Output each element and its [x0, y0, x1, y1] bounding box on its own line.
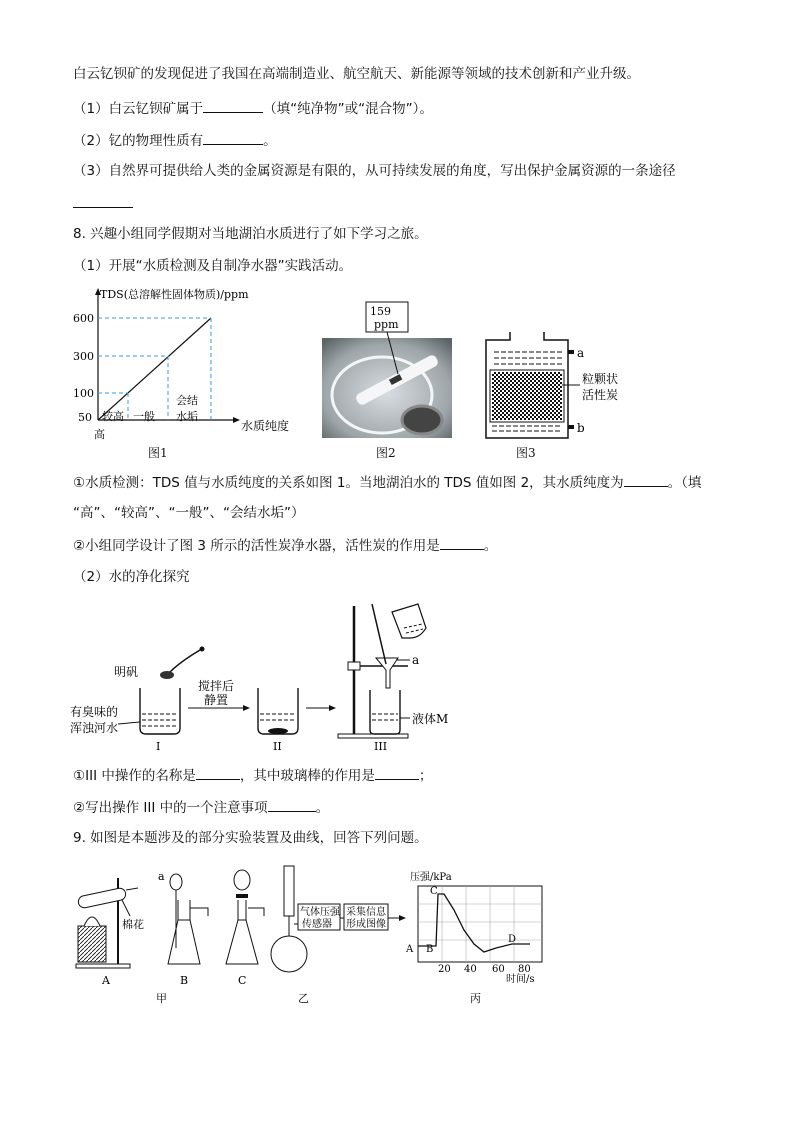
q8-part1-text: （1）开展“水质检测及自制净水器”实践活动。	[73, 258, 353, 274]
q8-part1	[73, 256, 352, 276]
q8-1-line	[73, 472, 701, 493]
fig1-x-arrow	[233, 417, 240, 423]
fig1-region-fairly-high: 较高	[102, 410, 124, 423]
q3-blank[interactable]	[73, 193, 133, 208]
fig5-group-2: 乙	[298, 992, 309, 1005]
q8-2-blank[interactable]	[440, 535, 484, 550]
fig5-collect-2: 形成图像	[346, 919, 386, 930]
fig5-label-c: C	[238, 974, 247, 987]
fig5-curve-ylabel: 压强/kPa	[410, 872, 452, 883]
fig4-river-label-2: 浑浊河水	[70, 721, 119, 735]
q1-prefix: （1）白云钇钡矿属于	[73, 101, 204, 117]
fig5-point-c: C	[430, 886, 438, 897]
fig5-sensor-1: 气体压强	[300, 907, 340, 918]
fig1-region-scale-2: 水垢	[176, 410, 198, 423]
fig3-caption: 图3	[516, 446, 536, 460]
fig1-ytick-600: 600	[73, 312, 94, 325]
q8-1-options	[73, 503, 304, 523]
fig5-xtick-60: 60	[492, 964, 505, 975]
figure-3-carbon-filter	[480, 330, 630, 442]
fig4-funnel	[376, 658, 398, 688]
fig5-a-lamp	[78, 926, 106, 962]
fig4-sediment	[268, 728, 288, 734]
fig5-a-flame	[84, 917, 100, 926]
q9-title-text: 9. 如图是本题涉及的部分实验装置及曲线，回答下列问题。	[73, 830, 428, 846]
fig4-beaker-3	[370, 690, 400, 734]
q8-3-blank-1[interactable]	[196, 765, 240, 780]
fig4-liquid-label: 液体M	[412, 712, 449, 726]
fig4-step-2: 静置	[204, 693, 229, 707]
fig5-collect-1: 采集信息	[346, 907, 386, 918]
fig4-glass-rod	[372, 604, 386, 664]
q8-1-text: ①水质检测：TDS 值与水质纯度的关系如图 1。当地湖泊水的 TDS 值如图 2，其水质纯度为	[73, 475, 624, 491]
q1-suffix: （填“纯净物”或“混合物”）。	[263, 101, 433, 117]
fig4-beaker-2	[258, 688, 298, 734]
fig1-region-high: 高	[94, 428, 105, 441]
q9-title	[73, 828, 428, 848]
q2-line	[73, 130, 277, 151]
fig1-ytick-100: 100	[73, 387, 94, 400]
fig3-outlet-a	[568, 350, 574, 354]
fig4-roman-1: I	[156, 740, 161, 753]
fig5-syringe	[284, 866, 294, 916]
q8-1-suffix: 。（填	[667, 475, 702, 491]
fig5-point-b: B	[426, 944, 434, 955]
q8-4-blank[interactable]	[268, 797, 316, 812]
fig5-a-tube	[77, 887, 126, 909]
fig5-xtick-20: 20	[438, 964, 451, 975]
q1-line	[73, 98, 433, 119]
fig5-b-tube-a: a	[158, 870, 165, 883]
q1-blank[interactable]	[203, 98, 263, 113]
q8-1-options-text: “高”、“较高”、“一般”、“会结水垢”）	[73, 505, 305, 521]
fig4-spoon-handle	[170, 650, 200, 672]
fig1-ylabel: TDS(总溶解性固体物质)/ppm	[100, 288, 249, 301]
q8-4-text: ②写出操作 III 中的一个注意事项	[73, 800, 268, 816]
q2-prefix: （2）钇的物理性质有	[73, 133, 204, 149]
figure-1-tds-chart	[68, 284, 298, 460]
fig4-spoon	[160, 671, 174, 679]
fig5-round-flask	[271, 936, 307, 972]
fig2-caption: 图2	[376, 446, 396, 460]
q8-4-suffix: 。	[315, 800, 330, 816]
fig2-reading-unit: ppm	[374, 318, 399, 331]
q8-2-text: ②小组同学设计了图 3 所示的活性炭净水器，活性炭的作用是	[73, 538, 440, 554]
fig4-alum-label: 明矾	[114, 665, 139, 679]
q8-title	[73, 224, 428, 244]
fig4-label-a: a	[412, 653, 420, 667]
fig5-xtick-80: 80	[518, 964, 531, 975]
fig1-region-scale-1: 会结	[176, 394, 198, 407]
q8-title-text: 8. 兴趣小组同学假期对当地湖泊水质进行了如下学习之旅。	[73, 226, 428, 242]
fig5-cotton: 棉花	[122, 918, 144, 931]
fig4-pouring-beaker	[392, 604, 426, 638]
fig5-label-b: B	[180, 974, 189, 987]
fig4-roman-2: II	[273, 740, 282, 753]
intro-text: 白云钇钡矿的发现促进了我国在高端制造业、航空航天、新能源等领域的技术创新和产业升级。	[73, 66, 640, 82]
fig5-group-3: 丙	[470, 992, 481, 1005]
fig1-region-normal: 一般	[133, 410, 155, 423]
q8-3-mid: ，其中玻璃棒的作用是	[239, 768, 375, 784]
q3-answer-line	[73, 193, 133, 214]
fig5-sensor-2: 传感器	[302, 919, 332, 930]
q8-1-blank[interactable]	[624, 472, 668, 487]
q8-2-suffix: 。	[483, 538, 498, 554]
q2-suffix: 。	[263, 133, 277, 149]
fig4-roman-3: III	[374, 740, 388, 753]
fig4-beaker-1	[140, 688, 180, 734]
fig5-c-flask	[226, 920, 258, 964]
fig1-caption: 图1	[148, 446, 168, 460]
fig3-material-2: 活性炭	[582, 388, 619, 402]
fig5-curve-xlabel: 时间/s	[506, 974, 535, 985]
fig3-material-1: 粒颗状	[582, 372, 619, 386]
fig2-drain	[402, 406, 442, 434]
fig5-group-1: 甲	[156, 992, 167, 1005]
fig3-label-b: b	[577, 421, 585, 435]
fig5-a-base	[76, 964, 130, 968]
fig2-reading-value: 159	[370, 305, 391, 318]
q2-blank[interactable]	[203, 130, 263, 145]
q8-4-line	[73, 797, 329, 818]
q8-part2-text: （2）水的净化探究	[73, 569, 190, 585]
q8-part2	[73, 567, 190, 587]
q3-text: （3）自然界可提供给人类的金属资源是有限的，从可持续发展的角度，写出保护金属资源的一条途径	[73, 163, 676, 179]
q8-3-line	[73, 765, 432, 786]
fig5-point-a: A	[406, 944, 414, 955]
fig5-label-a: A	[102, 974, 110, 987]
q8-3-blank-2[interactable]	[375, 765, 419, 780]
figure-4-purification	[70, 598, 470, 758]
q8-3-suffix: ；	[418, 768, 433, 784]
intro-line	[73, 64, 640, 84]
fig4-river-label-1: 有臭味的	[70, 705, 119, 719]
fig1-ytick-300: 300	[73, 350, 94, 363]
q3-line	[73, 161, 676, 181]
fig5-c-sep-funnel	[234, 870, 250, 890]
fig1-ytick-50: 50	[78, 411, 92, 424]
q8-3-text: ①III 中操作的名称是	[73, 768, 196, 784]
fig3-label-a: a	[577, 346, 585, 360]
figure-2-tds-photo	[322, 300, 452, 440]
fig4-step-1: 搅拌后	[198, 679, 235, 693]
fig5-b-funnel	[170, 874, 182, 890]
fig3-outlet-b	[568, 425, 574, 429]
q8-2-line	[73, 535, 497, 556]
figure-5-apparatus	[72, 860, 552, 1010]
fig5-point-d: D	[508, 934, 517, 945]
fig5-b-flask	[168, 920, 200, 964]
fig1-xlabel: 水质纯度	[241, 419, 290, 433]
fig5-xtick-40: 40	[464, 964, 477, 975]
